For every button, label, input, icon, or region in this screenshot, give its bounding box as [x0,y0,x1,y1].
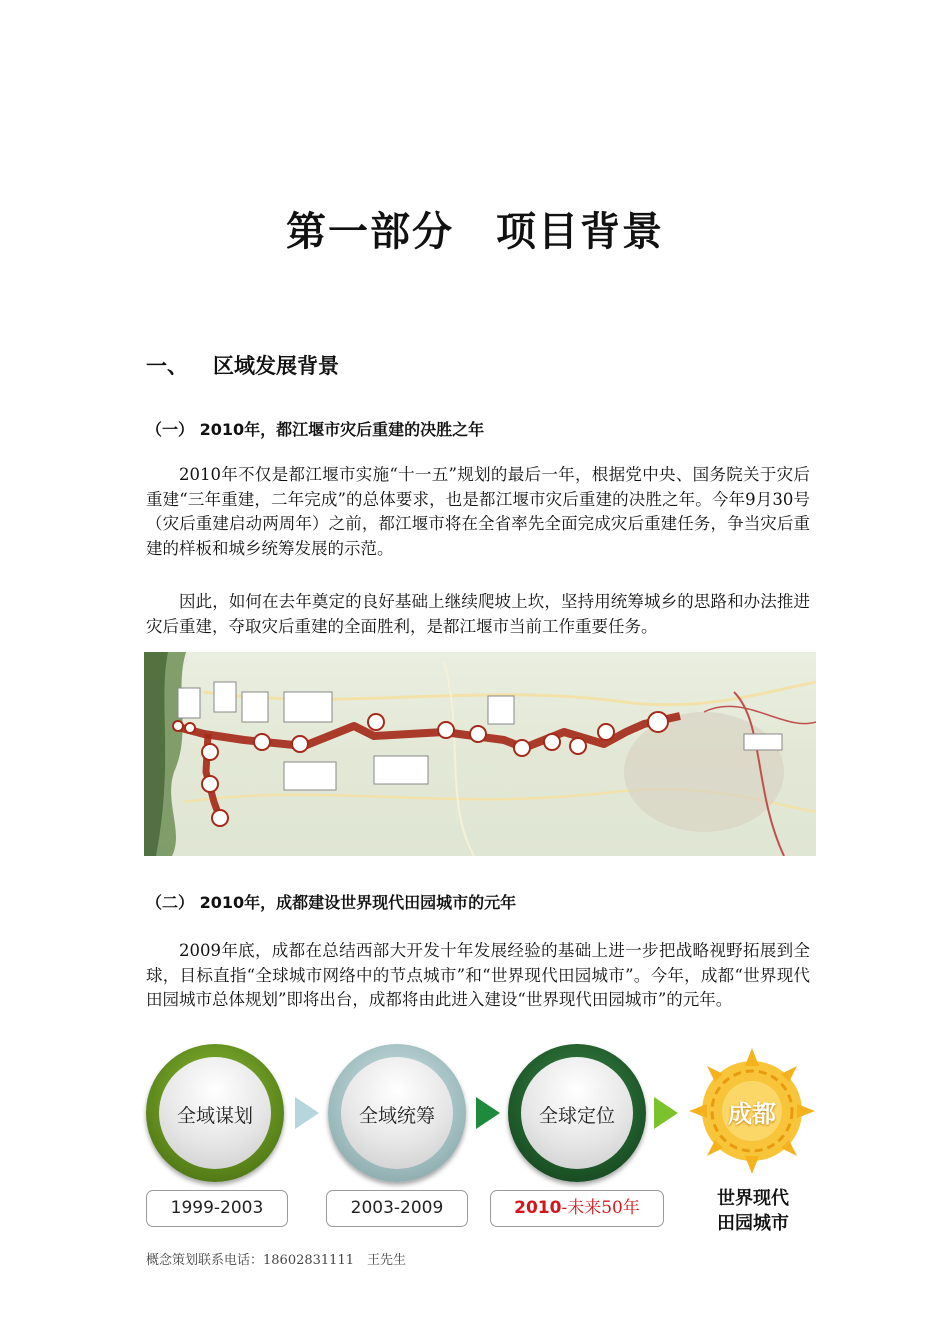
stage-3-label: 全球定位 [538,1105,615,1127]
stage-2-circle [328,1044,466,1182]
final-caption-line-2: 田园城市 [717,1213,789,1234]
stage-2-label: 全域统筹 [358,1105,435,1127]
stage-3-years [490,1190,664,1227]
route-map-image [144,652,816,856]
page-title: 第一部分 项目背景 [286,209,664,255]
stage-3-circle [508,1044,646,1182]
final-caption [692,1186,814,1236]
stage-1-circle [146,1044,284,1182]
subsection-2-heading: （二） 2010年，成都建设世界现代田园城市的元年 [146,893,517,912]
section-number: 一、 [146,354,188,378]
stage-1-years: 1999-2003 [146,1190,288,1227]
stage-1-label: 全域谋划 [176,1105,253,1127]
stage-2-years: 2003-2009 [326,1190,468,1227]
chevron-right-icon [295,1097,319,1129]
final-label: 成都 [728,1100,776,1128]
stage-3-years-rest: -未来50年 [561,1198,640,1218]
route-map-graphic [144,652,816,856]
final-caption-line-1: 世界现代 [717,1188,789,1209]
subsection-1-paragraph-1: 2010年不仅是都江堰市实施“十一五”规划的最后一年，根据党中央、国务院关于灾后重建“三年重建，二年完成”的总体要求，也是都江堰市灾后重建的决胜之年。今年9月30号（灾后重建启动两周年）之前，都江堰市将在全省率先全面完成灾后重建任务，争当灾后重建的样板和城乡统筹发展的示范。 [146,465,810,558]
subsection-1-paragraph-2: 因此，如何在去年奠定的良好基础上继续爬坡上坎，坚持用统筹城乡的思路和办法推进灾后重建，夺取灾后重建的全面胜利，是都江堰市当前工作重要任务。 [146,592,810,636]
subsection-1-heading: （一） 2010年，都江堰市灾后重建的决胜之年 [146,420,485,439]
subsection-2-paragraph-1: 2009年底，成都在总结西部大开发十年发展经验的基础上进一步把战略视野拓展到全球，目标直指“全球城市网络中的节点城市”和“世界现代田园城市”。今年，成都“世界现代田园城市总体规划”即将出台，成都将由此进入建设“世界现代田园城市”的元年。 [146,941,810,1009]
footer-contact: 概念策划联系电话：18602831111 王先生 [146,1253,406,1268]
chengdu-sun-emblem [685,1044,819,1178]
chevron-right-icon [654,1097,678,1129]
section-heading [146,350,339,380]
stage-3-years-start: 2010 [514,1198,562,1218]
chevron-right-icon [476,1097,500,1129]
section-title: 区域发展背景 [213,354,339,378]
